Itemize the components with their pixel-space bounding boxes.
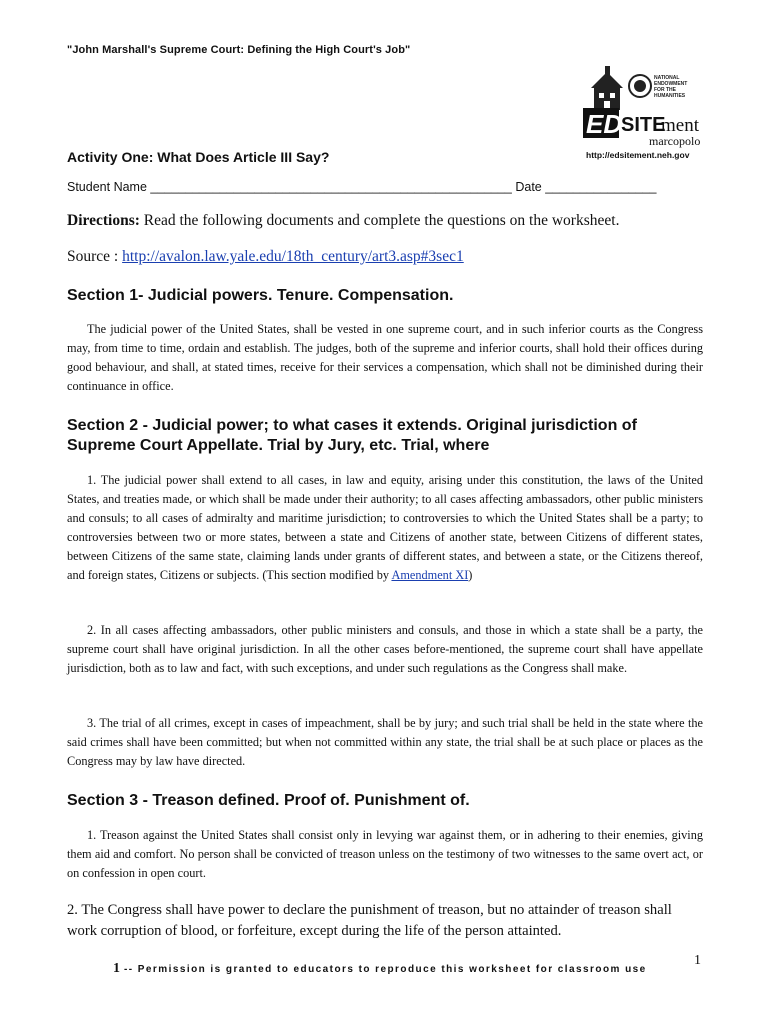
section-1-paragraph: The judicial power of the United States, shall be vested in one supreme court, and in such inferior courts as the Congress may, from time to time, ordain and establish. The judges, both of the supreme and inferior courts, shall hold their offices during good behaviour, and shall, at stated times, receive for their services a compensation, which shall not be diminished during their continuance in office. xyxy=(67,322,703,393)
logo-url: http://edsitement.neh.gov xyxy=(586,150,690,160)
schoolhouse-icon xyxy=(591,66,623,110)
section-3-heading: Section 3 - Treason defined. Proof of. Punishment of. xyxy=(67,792,470,809)
logo-ed: ED xyxy=(586,109,623,139)
section-2-paragraph-1: 1. The judicial power shall extend to all cases, in law and equity, arising under this constitution, the laws of the United States, and treaties made, or which shall be made under their authority; to all cases affecting ambassadors, other public ministers and consuls; to all cases of admiralty and maritime jurisdiction; to controversies to which the United States shall be a party; to controversies between two or more states, between a state and Citizens of another state, between Citizens of different states, between Citizens of the same state, claiming lands under grants of different states, and between a state, or the Citizens thereof, and foreign states, Citizens or subjects. (This section modified by Amendment XI) xyxy=(67,473,703,582)
logo-ment: ment xyxy=(661,115,699,136)
neh-text-2: ENDOWMENT xyxy=(654,81,688,87)
section-3-paragraph-2: 2. The Congress shall have power to declare the punishment of treason, but no attainder of treason shall work corruption of blood, or forfeiture, except during the life of the person attainted. xyxy=(67,902,672,939)
directions-label: Directions: xyxy=(67,212,140,229)
logo-site: SITE xyxy=(621,114,666,136)
page-number: 1 xyxy=(694,953,701,968)
student-name-date-line: Student Name ____________________________________________________ Date ________________ xyxy=(67,180,657,194)
logo-marcopolo: marcopolo xyxy=(649,134,701,148)
section-2-paragraph-3: 3. The trial of all crimes, except in cases of impeachment, shall be by jury; and such trial shall be held in the state where the said crimes shall have been committed; but when not committed within any state, the trial shall be at such place or places as the Congress may by law have directed. xyxy=(67,716,703,768)
neh-text-4: HUMANITIES xyxy=(654,93,686,99)
edsitement-logo xyxy=(583,66,708,161)
section-2-heading: Section 2 - Judicial power; to what cases it extends. Original jurisdiction of Supreme Court Appellate. Trial by Jury, etc. Trial, where xyxy=(67,417,637,454)
section-1-heading: Section 1- Judicial powers. Tenure. Compensation. xyxy=(67,287,454,304)
footer-page-label: 1 xyxy=(113,961,120,976)
directions-text: Read the following documents and complete the questions on the worksheet. xyxy=(139,212,620,229)
neh-text-3: FOR THE xyxy=(654,87,676,93)
neh-seal-icon xyxy=(629,75,651,97)
source-link[interactable]: http://avalon.law.yale.edu/18th_century/art3.asp#3sec1 xyxy=(122,248,464,265)
document-title: "John Marshall's Supreme Court: Defining the High Court's Job" xyxy=(67,44,411,56)
source xyxy=(67,248,464,266)
section-3-paragraph-1: 1. Treason against the United States shall consist only in levying war against them, or in adhering to their enemies, giving them aid and comfort. No person shall be convicted of treason unless on the testimony of two witnesses to the same overt act, or on confession in open court. xyxy=(67,828,703,880)
activity-title: Activity One: What Does Article III Say? xyxy=(67,149,330,165)
directions xyxy=(67,212,619,230)
neh-text-1: NATIONAL xyxy=(654,75,680,81)
amendment-xi-link[interactable]: Amendment XI xyxy=(391,568,469,582)
section-2-paragraph-2: 2. In all cases affecting ambassadors, other public ministers and consuls, and those in which a state shall be a party, the supreme court shall have original jurisdiction. In all the other cases before-mentioned, the supreme court shall have appellate jurisdiction, both as to law and fact, with such exceptions, and under such regulations as the Congress shall make. xyxy=(67,623,703,675)
footer-permission: 1 -- Permission is granted to educators to reproduce this worksheet for classroom use xyxy=(113,961,647,976)
source-label: Source : xyxy=(67,248,123,265)
